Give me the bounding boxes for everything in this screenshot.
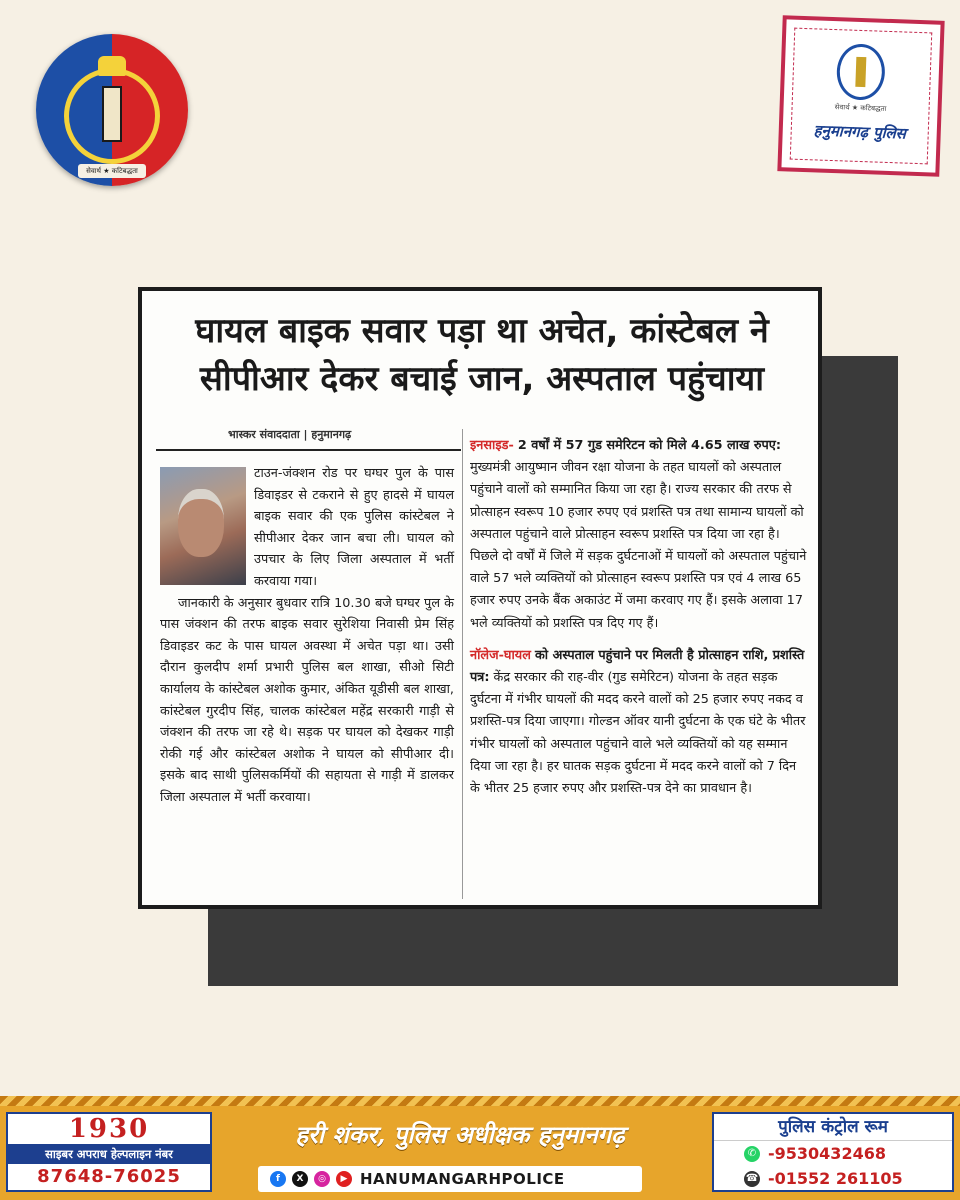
knowledge-kicker: नॉलेज-घायल	[470, 647, 531, 663]
logo-motto: सेवार्थ ★ कटिबद्धता	[78, 164, 146, 178]
social-handle[interactable]: HANUMANGARHPOLICE	[360, 1170, 565, 1188]
inside-body: मुख्यमंत्री आयुष्मान जीवन रक्षा योजना के तहत घायलों को अस्पताल पहुंचाने वालों को सम्मानित किया जा रहा है। राज्य सरकार की तरफ से प्रोत्साहन स्वरूप 10 हजार रुपए एवं प्रशस्ति पत्र तथा सामान्य घायलों को अस्पताल पहुंचाने वाले प्रोत्साहन स्वरूप प्रशस्ति पत्र दिया जा रहा है। पिछले दो वर्षों में जिले में सड़क दुर्घटनाओं में घायलों को अस्पताल पहुंचाने वाले 57 भले व्यक्तियों को प्रोत्साहन स्वरूप प्रशस्ति पत्र एवं 4 लाख 65 हजार रुपए उनके बैंक अकाउंट में जमा करवाए गए हैं। इसके अलावा 17 भले व्यक्तियों को प्रशस्ति पत्र दिए गए हैं।	[470, 460, 807, 631]
badge-motto: सेवार्थ ★ कटिबद्धता	[834, 103, 887, 113]
cyber-label: साइबर अपराध हेल्पलाइन नंबर	[8, 1144, 210, 1164]
control-mobile[interactable]: -9530432468	[768, 1144, 886, 1163]
x-icon[interactable]: X	[292, 1171, 308, 1187]
whatsapp-icon: ✆	[744, 1146, 760, 1162]
right-column	[470, 435, 808, 800]
inside-subhead: 2 वर्षों में 57 गुड समेरिटन को मिले 4.65 लाख रुपए:	[517, 438, 782, 453]
left-paragraph-2: जानकारी के अनुसार बुधवार रात्रि 10.30 बजे घग्घर पुल के पास जंक्शन की तरफ बाइक सवार सुरेशिया निवासी प्रेम सिंह डिवाइडर कट के पास घायल अवस्था में अचेत पड़ा था। उसी दौरान कुलदीप शर्मा प्रभारी पुलिस बल शाखा, सीओ सिटी कार्यालय के कांस्टेबल अशोक कुमार, अंकित यूडीसी बल शाखा, कांस्टेबल गुरदीप सिंह, चालक कांस्टेबल महेंद्र सरकारी गाड़ी से जंक्शन की तरफ जा रहे थे। सड़क पर घायल को देखकर गाड़ी रोकी गई और कांस्टेबल अशोक ने घायल को सीपीआर दी। इसके बाद साथी पुलिसकर्मियों की सहायता से गाड़ी में डालकर जिला अस्पताल में भर्ती करवाया।	[160, 595, 454, 805]
cyber-helpline-box	[6, 1112, 212, 1192]
control-room-box	[712, 1112, 954, 1192]
footer-bar	[0, 1096, 960, 1200]
control-landline[interactable]: -01552 261105	[768, 1169, 903, 1188]
control-room-title: पुलिस कंट्रोल रूम	[714, 1114, 952, 1141]
telephone-icon: ☎	[744, 1171, 760, 1187]
byline-rule	[156, 449, 461, 451]
newspaper-clipping	[138, 287, 822, 909]
knowledge-body: केंद्र सरकार की राह-वीर (गुड समेरिटन) योजना के तहत सड़क दुर्घटना में गंभीर घायलों की मदद करने वालों को 25 हजार रुपए नकद व प्रशस्ति-पत्र दिया जाएगा। गोल्डन ऑवर यानी दुर्घटना के एक घंटे के भीतर गंभीर घायलों को अस्पताल पहुंचाने वाले भले व्यक्तियों को यह सम्मान दिया जा रहा है। हर घातक सड़क दुर्घटना में मदद करने वालों को 7 दिन के भीतर 25 हजार रुपए और प्रशस्ति-पत्र देने का प्रावधान है।	[470, 670, 806, 797]
inside-kicker: इनसाइड-	[470, 438, 514, 453]
knowledge-subhead: को अस्पताल पहुंचाने पर मिलती है प्रोत्साहन राशि, प्रशस्ति पत्र:	[470, 647, 805, 686]
inside-box	[470, 435, 808, 635]
injured-man-photo	[160, 467, 246, 585]
footer-stripe	[0, 1096, 960, 1106]
social-bar[interactable]	[258, 1166, 642, 1192]
headline-line-1: घायल बाइक सवार पड़ा था अचेत, कांस्टेबल ने	[195, 311, 769, 351]
column-divider	[462, 429, 463, 899]
youtube-icon[interactable]: ▶	[336, 1171, 352, 1187]
hanumangarh-police-badge	[777, 15, 944, 177]
instagram-icon[interactable]: ◎	[314, 1171, 330, 1187]
left-paragraph-1: टाउन-जंक्शन रोड पर घग्घर पुल के पास डिवाइडर से टकराने से हुए हादसे में घायल बाइक सवार की एक पुलिस कांस्टेबल ने सीपीआर देकर जान बचा ली। घायल को उपचार के लिए जिला अस्पताल में भर्ती करवाया गया।	[254, 466, 454, 589]
control-mobile-row[interactable]	[714, 1141, 952, 1166]
emblem-icon	[98, 56, 126, 76]
facebook-icon[interactable]: f	[270, 1171, 286, 1187]
knowledge-box	[470, 645, 808, 800]
byline: भास्कर संवाददाता | हनुमानगढ़	[228, 428, 352, 441]
badge-title: हनुमानगढ़ पुलिस	[813, 121, 907, 143]
officer-line: हरी शंकर, पुलिस अधीक्षक हनुमानगढ़	[295, 1120, 625, 1149]
headline	[160, 307, 804, 403]
tower-icon	[102, 86, 122, 142]
headline-line-2: सीपीआर देकर बचाई जान, अस्पताल पहुंचाया	[199, 359, 765, 399]
cyber-number: 1930	[68, 1114, 150, 1144]
cyber-phone[interactable]: 87648-76025	[37, 1166, 181, 1187]
rajasthan-police-logo	[36, 34, 188, 186]
left-column	[160, 463, 454, 809]
control-landline-row[interactable]	[714, 1166, 952, 1191]
